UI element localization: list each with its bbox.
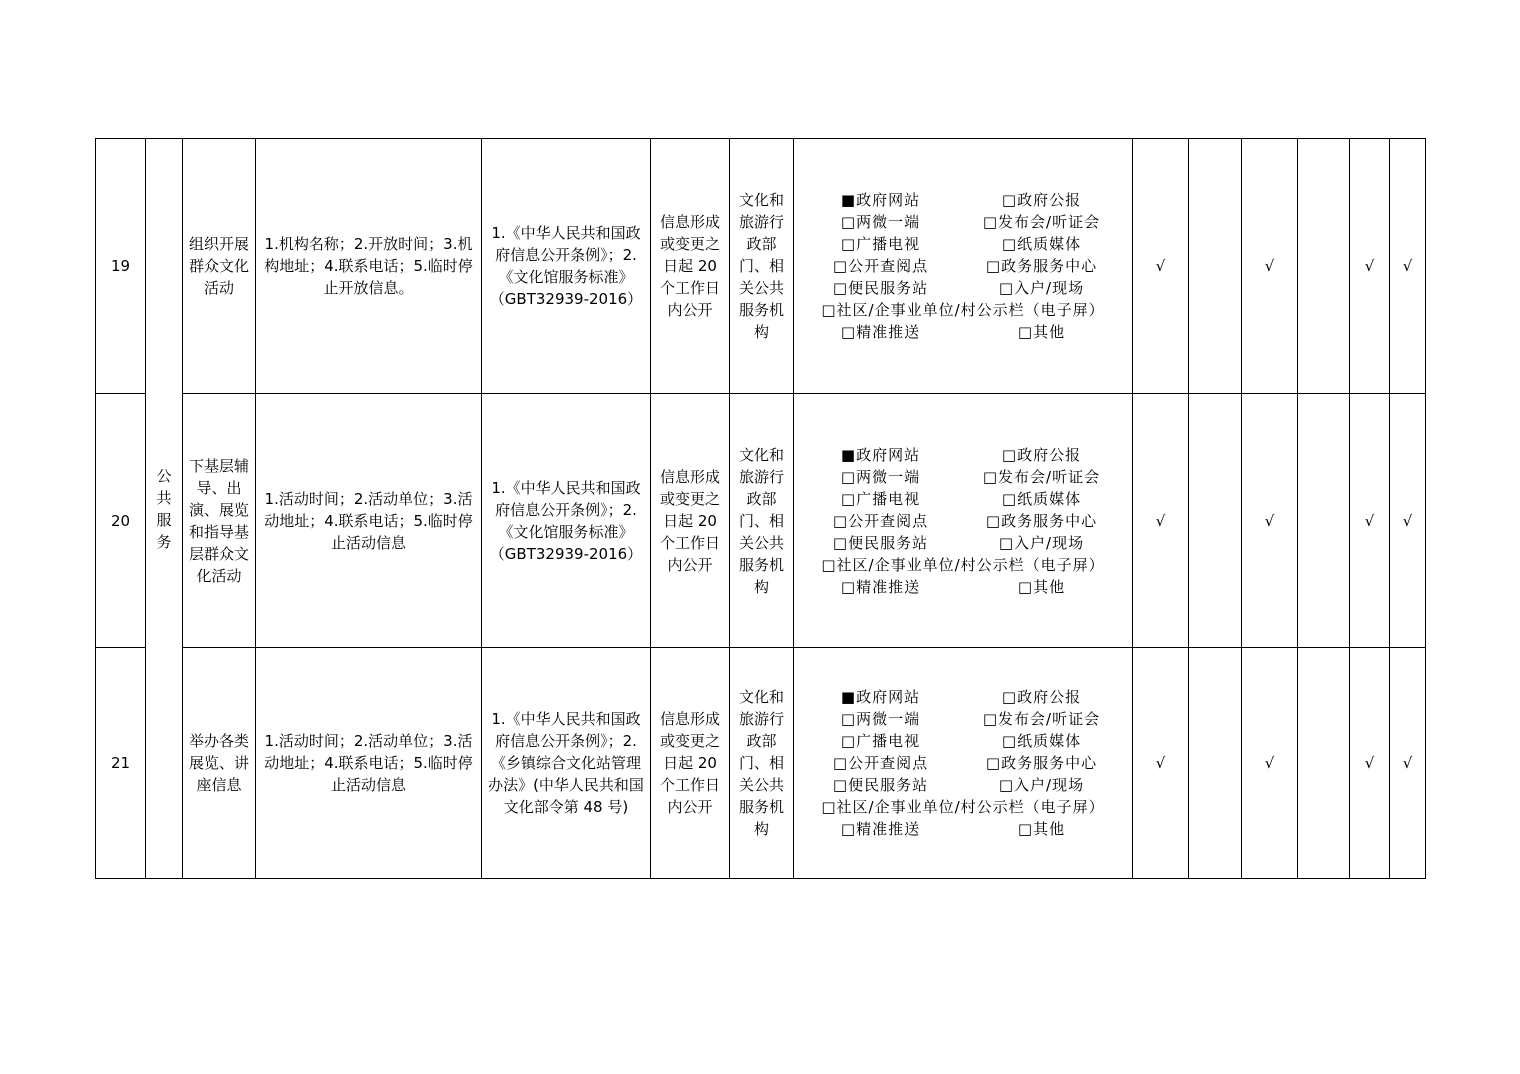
item-name: 下基层辅导、出演、展览和指导基层群众文化活动 [183,394,256,648]
legal-basis: 1.《中华人民共和国政府信息公开条例》；2.《文化馆服务标准》（GBT32939-2016） [482,394,651,648]
channel-option: □精准推送 [840,820,921,838]
channel-option: ■政府网站 [840,445,921,464]
disclosure-content: 1.活动时间；2.活动单位；3.活动地址；4.联系电话；5.临时停止活动信息 [256,648,482,879]
check-cell: √ [1242,648,1298,879]
check-cell: √ [1242,394,1298,648]
row-number: 19 [96,139,146,394]
disclosure-table [95,138,1426,879]
disclosure-subject: 文化和旅游行政部门、相关公共服务机构 [730,139,794,394]
channel-option: □政务服务中心 [985,754,1098,772]
check-cell [1189,394,1242,648]
check-cell [1189,648,1242,879]
channel-option: □入户/现场 [998,533,1085,552]
channel-option: □政府公报 [1001,191,1082,209]
check-cell [1189,139,1242,394]
channel-option: □政务服务中心 [985,257,1098,275]
channel-option: ■政府网站 [840,191,921,209]
category-cell: 公共服务 [146,139,183,879]
check-cell: √ [1350,139,1390,394]
channel-option: □便民服务站 [832,279,929,297]
channel-option: □广播电视 [840,489,921,508]
table-row [96,394,1426,648]
row-number: 21 [96,648,146,879]
channel-option: □其他 [1017,820,1066,838]
check-cell: √ [1390,139,1426,394]
check-cell: √ [1390,394,1426,648]
channel-option: □社区/企事业单位/村公示栏（电子屏） [821,798,1105,816]
channel-option: □两微一端 [840,467,921,486]
channel-option: □精准推送 [840,323,921,341]
disclosure-subject: 文化和旅游行政部门、相关公共服务机构 [730,394,794,648]
check-cell: √ [1242,139,1298,394]
check-cell: √ [1350,648,1390,879]
channel-option: □入户/现场 [998,776,1085,794]
channel-option: □两微一端 [840,213,921,231]
disclosure-timing: 信息形成或变更之日起 20 个工作日内公开 [651,394,730,648]
channel-option: □公开查阅点 [832,511,929,530]
legal-basis: 1.《中华人民共和国政府信息公开条例》；2.《乡镇综合文化站管理办法》(中华人民共和国文化部令第 48 号) [482,648,651,879]
channel-option: □发布会/听证会 [982,710,1101,728]
channel-option: □纸质媒体 [1001,489,1082,508]
check-cell: √ [1350,394,1390,648]
channel-option: □政务服务中心 [985,511,1098,530]
channel-option: □政府公报 [1001,445,1082,464]
disclosure-content: 1.机构名称；2.开放时间；3.机构地址；4.联系电话；5.临时停止开放信息。 [256,139,482,394]
channel-option: □入户/现场 [998,279,1085,297]
channel-option: □便民服务站 [832,533,929,552]
disclosure-content: 1.活动时间；2.活动单位；3.活动地址；4.联系电话；5.临时停止活动信息 [256,394,482,648]
disclosure-timing: 信息形成或变更之日起 20 个工作日内公开 [651,139,730,394]
channel-option: □便民服务站 [832,776,929,794]
channel-option: □两微一端 [840,710,921,728]
channel-option: □社区/企事业单位/村公示栏（电子屏） [821,301,1105,319]
check-cell [1298,648,1350,879]
channel-option: □社区/企事业单位/村公示栏（电子屏） [821,555,1105,574]
check-cell: √ [1133,139,1189,394]
disclosure-subject: 文化和旅游行政部门、相关公共服务机构 [730,648,794,879]
check-cell: √ [1133,648,1189,879]
channel-option: □公开查阅点 [832,754,929,772]
item-name: 举办各类展览、讲座信息 [183,648,256,879]
channel-option: □发布会/听证会 [982,467,1101,486]
channel-option: ■政府网站 [840,688,921,706]
channel-option: □精准推送 [840,577,921,596]
check-cell [1298,394,1350,648]
disclosure-channels [794,394,1133,648]
check-cell: √ [1133,394,1189,648]
disclosure-channels [794,139,1133,394]
table-row [96,648,1426,879]
channel-option: □发布会/听证会 [982,213,1101,231]
disclosure-channels [794,648,1133,879]
check-cell: √ [1390,648,1426,879]
row-number: 20 [96,394,146,648]
channel-option: □广播电视 [840,235,921,253]
channel-option: □纸质媒体 [1001,235,1082,253]
legal-basis: 1.《中华人民共和国政府信息公开条例》；2.《文化馆服务标准》（GBT32939-2016） [482,139,651,394]
channel-option: □政府公报 [1001,688,1082,706]
check-cell [1298,139,1350,394]
item-name: 组织开展群众文化活动 [183,139,256,394]
channel-option: □其他 [1017,577,1066,596]
channel-option: □纸质媒体 [1001,732,1082,750]
channel-option: □公开查阅点 [832,257,929,275]
disclosure-timing: 信息形成或变更之日起 20 个工作日内公开 [651,648,730,879]
table-row [96,139,1426,394]
channel-option: □其他 [1017,323,1066,341]
channel-option: □广播电视 [840,732,921,750]
